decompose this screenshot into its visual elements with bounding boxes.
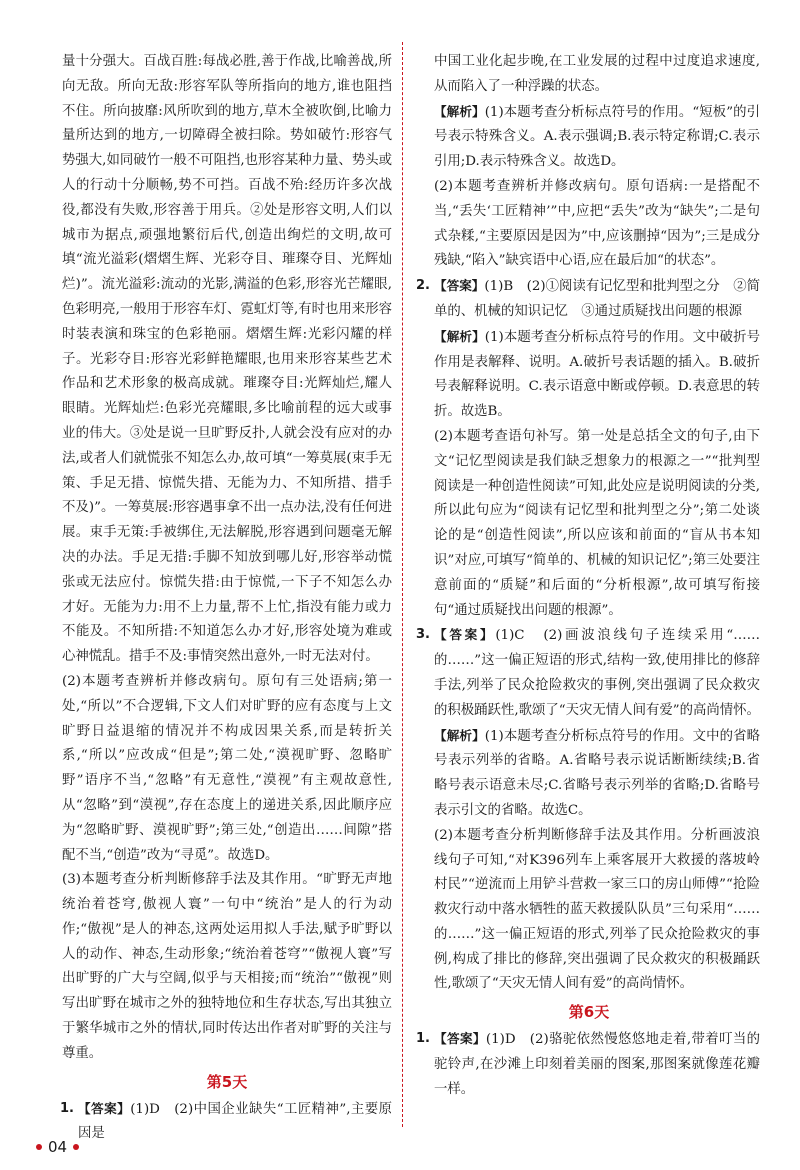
day5-q1-answer bbox=[62, 1097, 392, 1148]
analysis-text: (1)本题考查分析标点符号的作用。文中破折号作用是表解释、说明。A.破折号表话题的插入。B.破折号表解释说明。C.表示语意中断或停顿。D.表意思的转折。故选B。 bbox=[434, 329, 760, 420]
analysis-tag: 【解析】 bbox=[434, 328, 485, 344]
left-paragraph-2: (2)本题考查辨析并修改病句。原句有三处语病;第一处,“所以”不合逻辑,下文人们对旷野的应有态度与上文旷野日益退缩的情况并不构成因果关系,而是转折关系,“所以”应改成“但是”;第二处,“漠视旷野、忽略旷野”语序不当,“忽略”有无意性,“漠视”有主观故意性,从“忽略”到“漠视”,存在态度上的递进关系,因此顺序应为“忽略旷野、漠视旷野”;第三处,“创造出……间隙”搭配不当,“创造”改为“寻觅”。故选D。 bbox=[62, 673, 392, 863]
answer-text: (1)C (2)画波浪线句子连续采用“……的……”这一偏正短语的形式,结构一致,使用排比的修辞手法,列举了民众抢险救灾的事例,突出强调了民众救灾的积极踊跃性,歌颂了“天灾无情人间有爱”的高尚情怀。 bbox=[434, 628, 761, 718]
day6-q1-answer bbox=[418, 1027, 760, 1102]
continued-answer: 中国工业化起步晚,在工业发展的过程中过度追求速度,从而陷入了一种浮躁的状态。 bbox=[434, 54, 760, 94]
day5-q3-answer bbox=[418, 623, 760, 723]
column-divider bbox=[402, 42, 403, 1127]
day5-q2-answer bbox=[418, 274, 760, 325]
answer-tag: 【答案】 bbox=[434, 1031, 486, 1047]
q1-analysis-1 bbox=[418, 100, 760, 175]
question-number: 1. bbox=[416, 1031, 430, 1047]
right-column bbox=[418, 50, 760, 1103]
answer-tag: 【答案】 bbox=[78, 1100, 131, 1116]
answer-text: (1)D (2)骆驼依然慢悠悠地走着,带着叮当的驼铃声,在沙滩上印刻着美丽的图案,那图案就像莲花瓣一样。 bbox=[434, 1032, 761, 1097]
day-5-heading: 第5天 bbox=[206, 1072, 248, 1091]
day-6-heading: 第6天 bbox=[568, 1003, 610, 1022]
left-paragraph-3: (3)本题考查分析判断修辞手法及其作用。“旷野无声地统治着苍穹,傲视人寰”一句中“统治”是人的行为动作;“傲视”是人的神态,这两处运用拟人手法,赋予旷野以人的动作、神态,生动形象;“统治着苍穹”“傲视人寰”写出旷野的广大与空阔,似乎与天相接;而“统治”“傲视”则写出旷野在城市之外的独特地位和生存状态,写出其独立于繁华城市之外的情状,同时传达出作者对旷野的关注与尊重。 bbox=[62, 872, 392, 1061]
left-column bbox=[62, 50, 392, 1147]
analysis-text: (1)本题考查分析标点符号的作用。“短板”的引号表示特殊含义。A.表示强调;B.表示特定称谓;C.表示引用;D.表示特殊含义。故选D。 bbox=[434, 104, 760, 170]
bullet-dot-icon bbox=[73, 1144, 79, 1150]
question-number: 2. bbox=[416, 278, 430, 294]
answer-tag: 【答案】 bbox=[434, 627, 496, 643]
bullet-dot-icon bbox=[36, 1144, 42, 1150]
q2-analysis-2: (2)本题考查语句补写。第一处是总括全文的句子,由下文“记忆型阅读是我们缺乏想象力的根源之一”“批判型阅读是一种创造性阅读”可知,此处应是说明阅读的分类,所以此句应为“阅读有记忆型和批判型之分”;第二处谈论的是“创造性阅读”,所以应该和前面的“盲从书本知识”对应,可填写“简单的、机械的知识记忆”;第三处要注意前面的“质疑”和后面的“分析根源”,故可填写衔接句“通过质疑找出问题的根源”。 bbox=[434, 428, 760, 618]
left-paragraph-1: 量十分强大。百战百胜:每战必胜,善于作战,比喻善战,所向无敌。所向无敌:形容军队等所指向的地方,谁也阻挡不住。所向披靡:风所吹到的地方,草木全被吹倒,比喻力量所达到的地方,一切障碍全被扫除。势如破竹:形容气势强大,如同破竹一般不可阻挡,也形容某种力量、势头或人的行动十分顺畅,势不可挡。百战不殆:经历许多次战役,都没有失败,形容善于用兵。②处是形容文明,人们以城市为据点,顽强地繁衍后代,创造出绚烂的文明,故可填“流光溢彩(熠熠生辉、光彩夺目、璀璨夺目、光辉灿烂)”。流光溢彩:流动的光影,满溢的色彩,形容光芒耀眼,色彩明亮,一般用于形容车灯、霓虹灯等,有时也用来形容时装表演和珠宝的色彩艳丽。熠熠生辉:光彩闪耀的样子。光彩夺目:形容光彩鲜艳耀眼,也用来形容某些艺术作品和艺术形象的极高成就。璀璨夺目:光辉灿烂,耀人眼睛。光辉灿烂:色彩光亮耀眼,多比喻前程的远大或事业的伟大。③处是说一旦旷野反扑,人就会没有应对的办法,或者人们就慌张不知怎么办,故可填“一筹莫展(束手无策、手足无措、惊慌失措、无能为力、不知所措、措手不及)”。一筹莫展:形容遇事拿不出一点办法,没有任何进展。束手无策:手被绑住,无法解脱,形容遇到问题毫无解决的办法。手足无措:手脚不知放到哪儿好,形容举动慌张或无法应付。惊慌失措:由于惊慌,一下子不知怎么办才好。无能为力:用不上力量,帮不上忙,指没有能力或力不能及。不知所措:不知道怎么办才好,形容处境为难或心神慌乱。措手不及:事情突然出意外,一时无法对付。 bbox=[62, 54, 392, 665]
analysis-tag: 【解析】 bbox=[434, 103, 485, 119]
q3-analysis-1 bbox=[418, 724, 760, 824]
answer-text: (1)D (2)中国企业缺失“工匠精神”,主要原因是 bbox=[78, 1101, 393, 1142]
question-number: 1. bbox=[60, 1100, 74, 1116]
analysis-text: (1)本题考查分析标点符号的作用。文中的省略号表示列举的省略。A.省略号表示说话断断续续;B.省略号表示语意未尽;C.省略号表示列举的省略;D.省略号表示引文的省略。故选C。 bbox=[434, 728, 760, 818]
q2-analysis-1 bbox=[418, 325, 760, 425]
q1-analysis-2: (2)本题考查辨析并修改病句。原句语病:一是搭配不当,“丢失‘工匠精神’”中,应把“丢失”改为“缺失”;二是句式杂糅,“主要原因是因为”中,应该删掉“因为”;三是成分残缺,“陷入”缺宾语中心语,应在最后加“的状态”。 bbox=[434, 178, 760, 269]
answer-tag: 【答案】 bbox=[434, 278, 485, 294]
question-number: 3. bbox=[416, 627, 430, 643]
analysis-tag: 【解析】 bbox=[434, 727, 485, 743]
page-number: 04 bbox=[48, 1138, 68, 1156]
q3-analysis-2: (2)本题考查分析判断修辞手法及其作用。分析画波浪线句子可知,“对K396列车上乘客展开大救援的落坡岭村民”“逆流而上用铲斗营救一家三口的房山师傅”“抢险救灾行动中落水牺牲的蓝天救援队队员”三句采用“……的……”这一偏正短语的形式,列举了民众抢险救灾的事例,构成了排比的修辞,突出强调了民众救灾的积极踊跃性,歌颂了“天灾无情人间有爱”的高尚情怀。 bbox=[434, 827, 760, 992]
answer-text: (1)B (2)①阅读有记忆型和批判型之分 ②简单的、机械的知识记忆 ③通过质疑找出问题的根源 bbox=[434, 279, 761, 319]
page-footer bbox=[36, 1138, 79, 1156]
